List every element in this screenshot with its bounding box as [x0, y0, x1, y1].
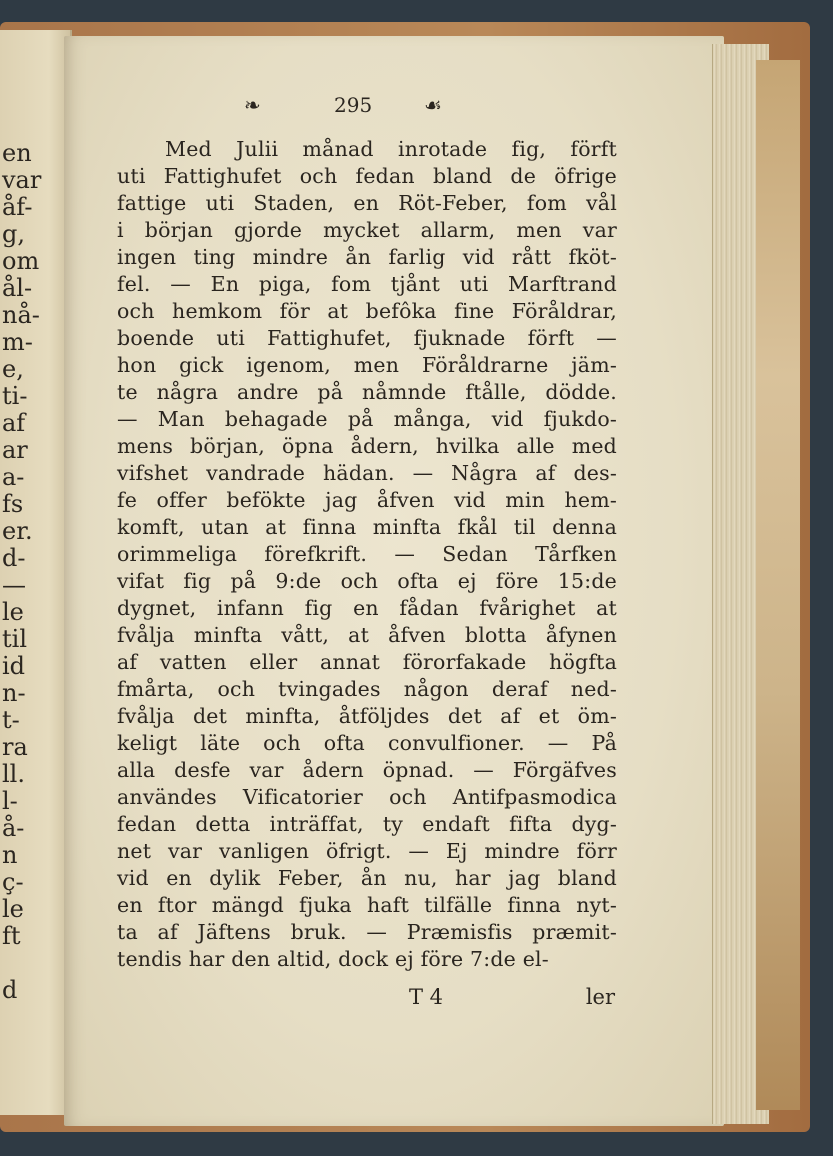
- facing-page-fragment: d: [2, 976, 18, 1004]
- body-text: [117, 136, 617, 973]
- facing-page-fragment: l-: [2, 787, 18, 815]
- text-line: keligt läte och ofta convulfioner. — På: [117, 731, 617, 755]
- text-line: fattige uti Staden, en Röt-Feber, fom vål: [117, 191, 617, 215]
- facing-page-fragment: ft: [2, 922, 21, 950]
- text-line: boende uti Fattighufet, fjuknade förft —: [117, 326, 617, 350]
- text-line: fvålja det minfta, åtföljdes det af et öm-: [117, 704, 617, 728]
- text-line: fe offer befökte jag åfven vid min hem-: [117, 488, 617, 512]
- text-line: vid en dylik Feber, ån nu, har jag bland: [117, 866, 617, 890]
- text-line: hon gick igenom, men Föråldrarne jäm-: [117, 353, 617, 377]
- facing-page-fragment: g,: [2, 220, 25, 248]
- facing-page-fragment: af: [2, 409, 26, 437]
- facing-page-fragment: n: [2, 841, 18, 869]
- catchword: ler: [585, 985, 615, 1009]
- facing-page-fragment: e,: [2, 355, 24, 383]
- text-line: en ftor mängd fjuka haft tilfälle finna nyt-: [117, 893, 617, 917]
- facing-page-fragment: ra: [2, 733, 28, 761]
- text-line: af vatten eller annat förorfakade högfta: [117, 650, 617, 674]
- facing-page-fragment: t-: [2, 706, 20, 734]
- signature-mark: T 4: [409, 985, 444, 1009]
- ornament-right-icon: ☙: [424, 93, 442, 117]
- text-line: dygnet, infann fig en fådan fvårighet at: [117, 596, 617, 620]
- text-line: tendis har den altid, dock ej före 7:de el-: [117, 947, 549, 971]
- facing-page-fragment: å-: [2, 814, 25, 842]
- facing-page-fragment: le: [2, 895, 24, 923]
- facing-page-fragment: til: [2, 625, 27, 653]
- text-line: alla desfe var ådern öpnad. — Förgäfves: [117, 758, 617, 782]
- facing-page-fragment: nå-: [2, 301, 40, 329]
- facing-page: [0, 30, 72, 1115]
- facing-page-fragment: ål-: [2, 274, 33, 302]
- text-line: ta af Jäftens bruk. — Præmisfis præmit-: [117, 920, 617, 944]
- text-line: vifat fig på 9:de och ofta ej före 15:de: [117, 569, 617, 593]
- text-line: fmårta, och tvingades någon deraf ned-: [117, 677, 617, 701]
- text-line: fvålja minfta vått, at åfven blotta åfynen: [117, 623, 617, 647]
- facing-page-fragment: er.: [2, 517, 33, 545]
- text-line: fel. — En piga, fom tjånt uti Marftrand: [117, 272, 617, 296]
- running-header: [64, 92, 724, 122]
- facing-page-fragment: fs: [2, 490, 24, 518]
- text-line: användes Vificatorier och Antifpasmodica: [117, 785, 617, 809]
- facing-page-fragment: ç-: [2, 868, 24, 896]
- text-line: Med Julii månad inrotade fig, förft: [165, 137, 617, 161]
- text-line: uti Fattighufet och fedan bland de öfrige: [117, 164, 617, 188]
- facing-page-fragment: id: [2, 652, 26, 680]
- text-line: fedan detta inträffat, ty endaft fifta dyg-: [117, 812, 617, 836]
- cover-edge: [756, 60, 800, 1110]
- facing-page-fragment: n-: [2, 679, 26, 707]
- page-number: 295: [334, 93, 373, 117]
- facing-page-fragment: —: [2, 571, 26, 599]
- text-line: mens början, öpna ådern, hvilka alle med: [117, 434, 617, 458]
- text-line: vifshet vandrade hädan. — Några af des-: [117, 461, 617, 485]
- facing-page-fragment: m-: [2, 328, 33, 356]
- facing-page-fragment: d-: [2, 544, 26, 572]
- text-line: ingen ting mindre ån farlig vid rått fköt-: [117, 245, 617, 269]
- text-line: i början gjorde mycket allarm, men var: [117, 218, 617, 242]
- facing-page-fragment: le: [2, 598, 24, 626]
- facing-page-fragment: om: [2, 247, 40, 275]
- facing-page-fragment: ar: [2, 436, 28, 464]
- facing-page-fragment: ti-: [2, 382, 28, 410]
- text-line: te några andre på nåmnde ftålle, dödde.: [117, 380, 617, 404]
- facing-page-fragment: a-: [2, 463, 25, 491]
- text-line: — Man behagade på många, vid fjukdo-: [117, 407, 617, 431]
- page-footer: [117, 982, 617, 1012]
- ornament-left-icon: ❧: [244, 93, 261, 117]
- facing-page-fragment: ll.: [2, 760, 25, 788]
- text-line: och hemkom för at befôka fine Föråldrar,: [117, 299, 617, 323]
- facing-page-fragment: var: [2, 166, 42, 194]
- text-line: net var vanligen öfrigt. — Ej mindre förr: [117, 839, 617, 863]
- facing-page-fragment: åf-: [2, 193, 33, 221]
- text-line: komft, utan at finna minfta fkål til denna: [117, 515, 617, 539]
- text-line: orimmeliga förefkrift. — Sedan Tårfken: [117, 542, 617, 566]
- facing-page-fragment: en: [2, 139, 32, 167]
